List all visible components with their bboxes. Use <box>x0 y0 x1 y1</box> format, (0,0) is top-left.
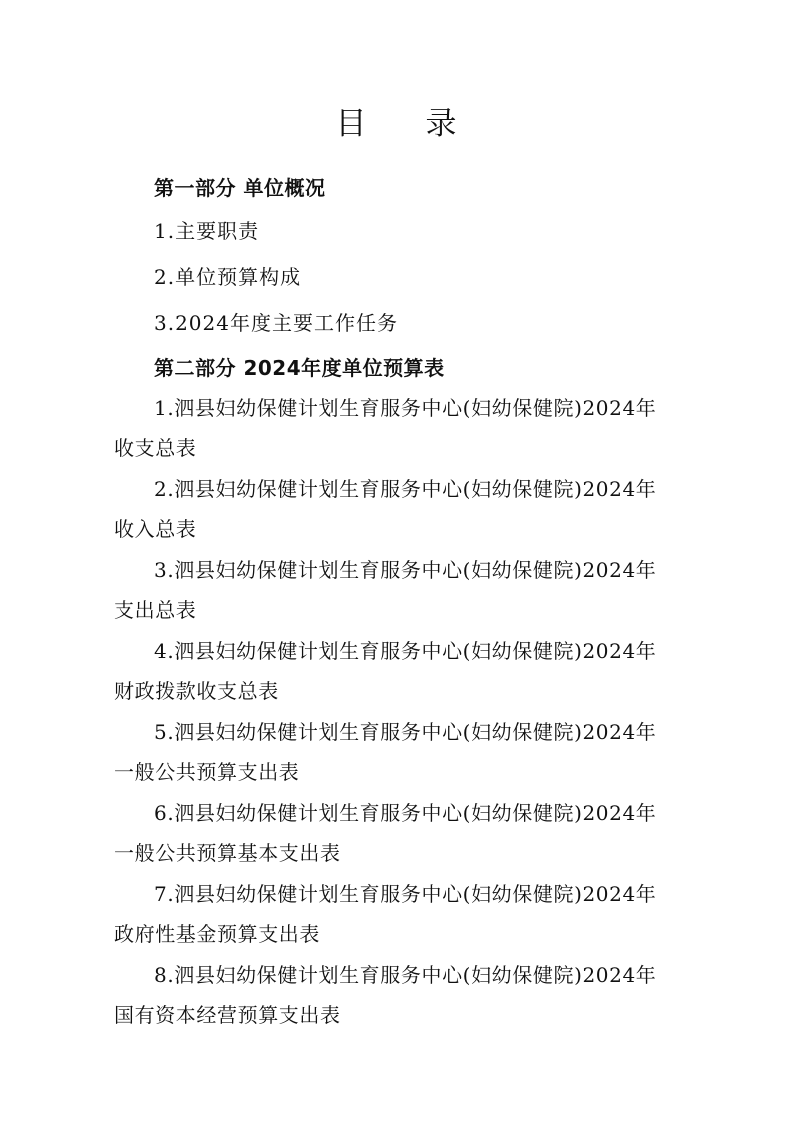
toc-item-line-1: 3.泗县妇幼保健计划生育服务中心(妇幼保健院)2024年 <box>154 558 657 582</box>
toc-item <box>114 388 674 468</box>
toc-item <box>114 874 674 954</box>
toc-item-line-1: 2.泗县妇幼保健计划生育服务中心(妇幼保健院)2024年 <box>154 477 657 501</box>
toc-item <box>114 550 674 630</box>
toc-item-line-2: 支出总表 <box>114 598 197 622</box>
toc-item-line-2: 财政拨款收支总表 <box>114 679 279 703</box>
toc-item-line-1: 5.泗县妇幼保健计划生育服务中心(妇幼保健院)2024年 <box>154 720 657 744</box>
toc-item-line-2: 政府性基金预算支出表 <box>114 922 320 946</box>
toc-item: 3.2024年度主要工作任务 <box>154 311 398 335</box>
toc-item-line-1: 1.泗县妇幼保健计划生育服务中心(妇幼保健院)2024年 <box>154 396 657 420</box>
toc-item-line-1: 7.泗县妇幼保健计划生育服务中心(妇幼保健院)2024年 <box>154 882 657 906</box>
toc-item <box>114 469 674 549</box>
title-char-2: 录 <box>425 106 458 142</box>
toc-item <box>114 793 674 873</box>
section-heading: 第二部分 2024年度单位预算表 <box>154 356 445 380</box>
table-of-contents <box>114 168 674 1036</box>
page-title <box>0 98 793 143</box>
toc-item <box>114 712 674 792</box>
toc-item <box>114 631 674 711</box>
toc-section-2 <box>114 348 674 1035</box>
toc-item: 1.主要职责 <box>154 219 260 243</box>
title-char-1: 目 <box>335 106 368 142</box>
section-heading: 第一部分 单位概况 <box>154 176 326 200</box>
toc-item-line-2: 收入总表 <box>114 517 197 541</box>
toc-section-1 <box>114 168 674 346</box>
toc-item-line-1: 6.泗县妇幼保健计划生育服务中心(妇幼保健院)2024年 <box>154 801 657 825</box>
toc-item-line-1: 8.泗县妇幼保健计划生育服务中心(妇幼保健院)2024年 <box>154 963 657 987</box>
toc-item-line-2: 一般公共预算基本支出表 <box>114 841 341 865</box>
toc-item-line-1: 4.泗县妇幼保健计划生育服务中心(妇幼保健院)2024年 <box>154 639 657 663</box>
toc-item <box>114 955 674 1035</box>
toc-item-line-2: 国有资本经营预算支出表 <box>114 1003 341 1027</box>
toc-item-line-2: 一般公共预算支出表 <box>114 760 300 784</box>
toc-item-line-2: 收支总表 <box>114 436 197 460</box>
toc-item: 2.单位预算构成 <box>154 265 302 289</box>
